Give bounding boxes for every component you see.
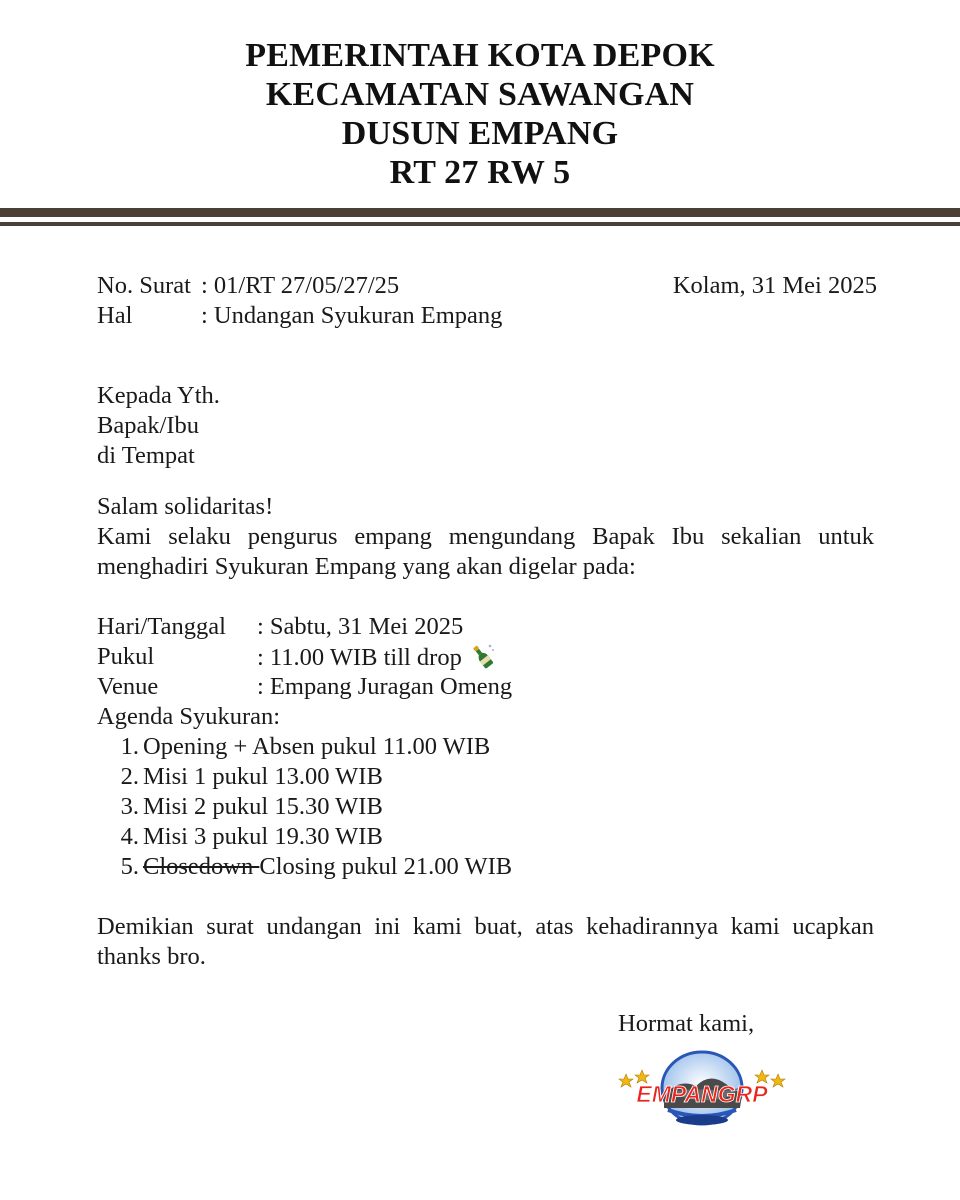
detail-venue-row (97, 672, 877, 702)
day-value: : Sabtu, 31 Mei 2025 (257, 613, 464, 640)
detail-time-row (97, 642, 877, 672)
event-details (97, 612, 877, 702)
struck-text: Closedown (143, 853, 260, 880)
header-divider-thick (0, 208, 960, 217)
intro-paragraph: Kami selaku pengurus empang mengundang Bapak Ibu sekalian untuk menghadiri Syukuran Empang yang akan digelar pada: (97, 523, 874, 580)
agenda-item-text-wrap (143, 852, 512, 882)
subject-row (97, 301, 877, 331)
recipient-line-2: Bapak/Ibu (97, 412, 200, 439)
venue-label: Venue (97, 673, 159, 700)
letter-number-label: No. Surat (97, 272, 191, 299)
agenda-item-text: Misi 1 pukul 13.00 WIB (143, 763, 383, 790)
recipient-line-1: Kepada Yth. (97, 382, 220, 409)
time-value: : 11.00 WIB till drop (257, 644, 462, 671)
subject-value: : Undangan Syukuran Empang (201, 302, 503, 329)
header-divider-thin (0, 222, 960, 226)
agenda-item-number: 4. (120, 823, 139, 850)
letterhead-line-1: PEMERINTAH KOTA DEPOK (245, 37, 715, 74)
letterhead-line-3: DUSUN EMPANG (341, 115, 619, 152)
detail-day-row (97, 612, 877, 642)
closing-paragraph: Demikian surat undangan ini kami buat, atas kehadirannya kami ucapkan thanks bro. (97, 913, 874, 970)
signoff: Hormat kami, (618, 1010, 755, 1037)
letterhead-line-4: RT 27 RW 5 (389, 154, 571, 191)
venue-value: : Empang Juragan Omeng (257, 673, 513, 700)
agenda-item-text: Misi 2 pukul 15.30 WIB (143, 793, 383, 820)
logo-text: EMPANGRP (636, 1081, 768, 1107)
agenda-title: Agenda Syukuran: (97, 703, 281, 730)
recipient-block (97, 381, 220, 471)
greeting: Salam solidaritas! (97, 493, 274, 520)
letter-number-row (97, 271, 877, 301)
day-label: Hari/Tanggal (97, 613, 226, 640)
subject-label: Hal (97, 302, 133, 329)
agenda-item-text: Misi 3 pukul 19.30 WIB (143, 823, 383, 850)
recipient-line-3: di Tempat (97, 442, 195, 469)
agenda-item-number: 2. (120, 763, 139, 790)
agenda-item-text: Opening + Absen pukul 11.00 WIB (143, 733, 491, 760)
agenda-item-number: 1. (120, 733, 139, 760)
letter-number-value: : 01/RT 27/05/27/25 (201, 272, 400, 299)
letterhead (0, 36, 960, 192)
agenda-item-number: 3. (120, 793, 139, 820)
place-date: Kolam, 31 Mei 2025 (672, 272, 877, 299)
letter-meta (97, 271, 877, 331)
time-label: Pukul (97, 643, 155, 670)
agenda-item-text: Closing pukul 21.00 WIB (259, 853, 513, 880)
champagne-bottle-icon (468, 642, 496, 670)
agenda-item-number: 5. (120, 853, 139, 880)
empangrp-logo (612, 1048, 792, 1128)
letterhead-line-2: KECAMATAN SAWANGAN (265, 76, 695, 113)
time-value-wrap (257, 642, 496, 673)
